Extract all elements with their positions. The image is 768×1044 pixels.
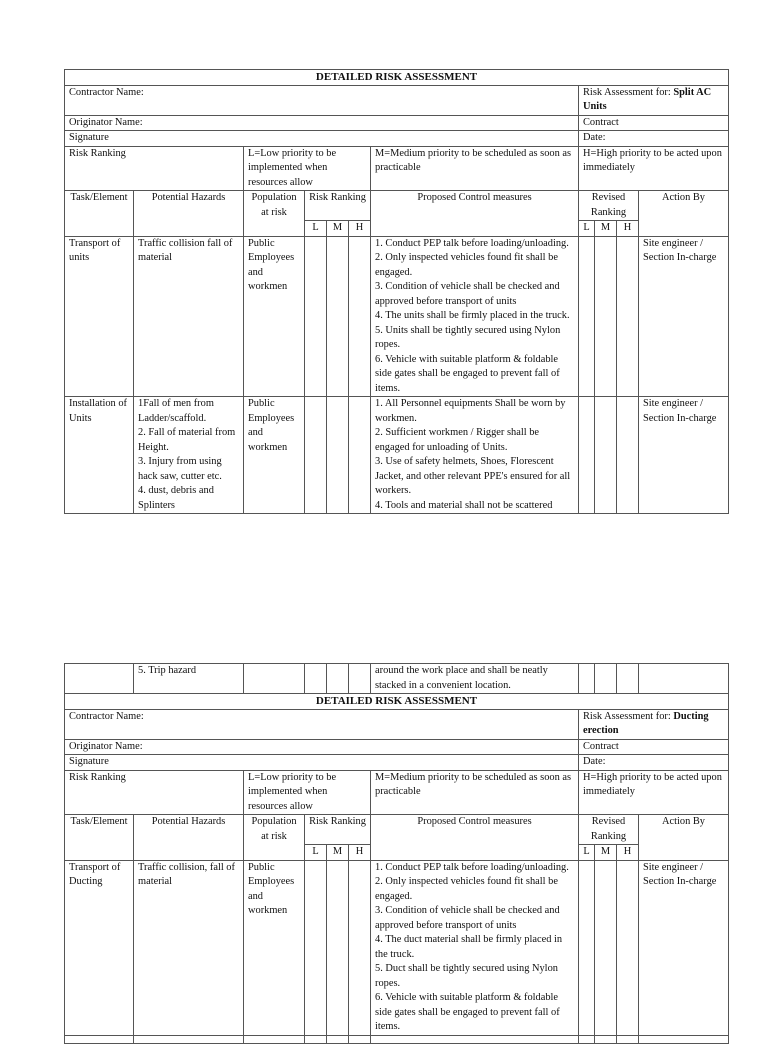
revised-h-cell (617, 236, 639, 397)
col-revised-ranking: Revised Ranking (579, 815, 639, 845)
task-cell (65, 664, 134, 694)
medium-priority-note: M=Medium priority to be scheduled as soon as practicable (371, 146, 579, 191)
revised-l-cell (579, 664, 595, 694)
col-revised-ranking: Revised Ranking (579, 191, 639, 221)
revised-l-cell (579, 397, 595, 514)
revised-m-cell (595, 664, 617, 694)
assessment-subject: Ducting erection (583, 710, 709, 736)
measures-cell (371, 860, 579, 1035)
hazard-item: Traffic collision fall of material (138, 237, 233, 263)
measure-item: 4. The duct material shall be firmly placed in the truck. (375, 934, 563, 960)
low-priority-note: L=Low priority to be implemented when resources allow (244, 770, 371, 815)
doc-title: DETAILED RISK ASSESSMENT (65, 70, 729, 86)
revised-l-cell (579, 860, 595, 1035)
low-priority-note: L=Low priority to be implemented when resources allow (244, 146, 371, 191)
revised-m-cell (595, 860, 617, 1035)
revised-l-cell (579, 236, 595, 397)
measures-cell (371, 397, 579, 514)
task-cell: Transport of Ducting (65, 860, 134, 1035)
measure-item: 2. Sufficient workmen / Rigger shall be engaged for unloading of Units. (375, 427, 540, 453)
risk-h-cell (349, 397, 371, 514)
col-revised-h: H (617, 221, 639, 237)
risk-table-split-ac (64, 69, 729, 514)
risk-m-cell (327, 1035, 349, 1043)
hazards-cell (134, 397, 244, 514)
revised-h-cell (617, 664, 639, 694)
revised-h-cell (617, 860, 639, 1035)
col-revised-m: M (595, 221, 617, 237)
hazard-item: 2. Fall of material from Height. (138, 427, 236, 453)
risk-table-ducting (64, 663, 729, 1044)
risk-h-cell (349, 860, 371, 1035)
table-row (65, 397, 729, 514)
risk-ranking-label: Risk Ranking (65, 146, 244, 191)
revised-l-cell (579, 1035, 595, 1043)
risk-l-cell (305, 860, 327, 1035)
col-action-by: Action By (639, 815, 729, 861)
measure-item: 5. Duct shall be tightly secured using Nylon ropes. (375, 963, 558, 989)
contractor-name-label: Contractor Name: (65, 709, 579, 739)
hazards-cell: 5. Trip hazard (134, 664, 244, 694)
revised-m-cell (595, 1035, 617, 1043)
risk-l-cell (305, 236, 327, 397)
table-row-cut-off (65, 1035, 729, 1043)
date-label: Date: (579, 131, 729, 147)
population-cell: Public Employees and workmen (244, 860, 305, 1035)
measure-item: 3. Use of safety helmets, Shoes, Florescent Jacket, and other relevant PPE's ensured for all workers. (375, 456, 571, 496)
col-population: Population at risk (244, 815, 305, 861)
high-priority-note: H=High priority to be acted upon immediately (579, 770, 729, 815)
measure-item: 1. All Personnel equipments Shall be worn by workmen. (375, 398, 566, 424)
contract-label: Contract (579, 115, 729, 131)
hazard-item: 3. Injury from using hack saw, cutter etc. (138, 456, 222, 482)
risk-assessment-page-1 (64, 69, 728, 514)
contract-label: Contract (579, 739, 729, 755)
signature-label: Signature (65, 755, 579, 771)
action-cell (639, 664, 729, 694)
measure-item: 1. Conduct PEP talk before loading/unloading. (375, 237, 569, 249)
table-row (65, 236, 729, 397)
action-cell (639, 1035, 729, 1043)
measure-item: 2. Only inspected vehicles found fit shall be engaged. (375, 252, 558, 278)
risk-m-cell (327, 664, 349, 694)
hazards-cell (134, 236, 244, 397)
contractor-name-label: Contractor Name: (65, 85, 579, 115)
col-risk-h: H (349, 221, 371, 237)
population-cell (244, 664, 305, 694)
task-cell: Installation of Units (65, 397, 134, 514)
revised-m-cell (595, 236, 617, 397)
risk-h-cell (349, 236, 371, 397)
col-risk-l: L (305, 221, 327, 237)
col-task: Task/Element (65, 815, 134, 861)
measure-item: 5. Units shall be tightly secured using Nylon ropes. (375, 324, 561, 350)
risk-assessment-for (579, 85, 729, 115)
col-risk-l: L (305, 845, 327, 861)
col-revised-l: L (579, 845, 595, 861)
signature-label: Signature (65, 131, 579, 147)
measure-item: 2. Only inspected vehicles found fit shall be engaged. (375, 876, 558, 902)
col-risk-m: M (327, 845, 349, 861)
risk-h-cell (349, 664, 371, 694)
hazard-item: Traffic collision, fall of material (138, 861, 235, 887)
risk-assessment-for (579, 709, 729, 739)
action-cell: Site engineer / Section In-charge (639, 397, 729, 514)
col-hazards: Potential Hazards (134, 191, 244, 237)
table-row (65, 860, 729, 1035)
col-risk-ranking: Risk Ranking (305, 815, 371, 845)
medium-priority-note: M=Medium priority to be scheduled as soon as practicable (371, 770, 579, 815)
col-task: Task/Element (65, 191, 134, 237)
date-label: Date: (579, 755, 729, 771)
measures-cell (371, 236, 579, 397)
revised-h-cell (617, 397, 639, 514)
col-measures: Proposed Control measures (371, 815, 579, 861)
measure-item: 6. Vehicle with suitable platform & foldable side gates shall be engaged to prevent fall of items. (375, 992, 560, 1032)
action-cell: Site engineer / Section In-charge (639, 236, 729, 397)
action-cell: Site engineer / Section In-charge (639, 860, 729, 1035)
measures-cell (371, 1035, 579, 1043)
measure-item: 6. Vehicle with suitable platform & foldable side gates shall be engaged to prevent fall of items. (375, 353, 560, 394)
revised-m-cell (595, 397, 617, 514)
risk-assessment-for-label: Risk Assessment for: (583, 86, 671, 98)
risk-m-cell (327, 860, 349, 1035)
col-action-by: Action By (639, 191, 729, 237)
measure-item: 4. Tools and material shall not be scattered (375, 499, 553, 511)
measure-item: 3. Condition of vehicle shall be checked and approved before transport of units (375, 905, 560, 931)
col-revised-l: L (579, 221, 595, 237)
col-risk-m: M (327, 221, 349, 237)
risk-h-cell (349, 1035, 371, 1043)
risk-assessment-page-2 (64, 663, 728, 1044)
risk-l-cell (305, 1035, 327, 1043)
col-risk-ranking: Risk Ranking (305, 191, 371, 221)
risk-l-cell (305, 397, 327, 514)
doc-title: DETAILED RISK ASSESSMENT (65, 694, 729, 710)
measure-item: 1. Conduct PEP talk before loading/unloading. (375, 861, 569, 873)
high-priority-note: H=High priority to be acted upon immediately (579, 146, 729, 191)
originator-name-label: Originator Name: (65, 115, 579, 131)
risk-ranking-label: Risk Ranking (65, 770, 244, 815)
col-revised-m: M (595, 845, 617, 861)
revised-h-cell (617, 1035, 639, 1043)
task-cell (65, 1035, 134, 1043)
risk-m-cell (327, 236, 349, 397)
risk-m-cell (327, 397, 349, 514)
col-measures: Proposed Control measures (371, 191, 579, 237)
measure-item: 4. The units shall be firmly placed in the truck. (375, 310, 570, 321)
risk-l-cell (305, 664, 327, 694)
hazards-cell (134, 1035, 244, 1043)
originator-name-label: Originator Name: (65, 739, 579, 755)
population-cell: Public Employees and workmen (244, 236, 305, 397)
col-population: Population at risk (244, 191, 305, 237)
hazard-item: 4. dust, debris and Splinters (138, 485, 214, 511)
measure-item: 3. Condition of vehicle shall be checked and approved before transport of units (375, 281, 560, 307)
population-cell (244, 1035, 305, 1043)
measures-cell: around the work place and shall be neatly stacked in a convenient location. (371, 664, 579, 694)
col-risk-h: H (349, 845, 371, 861)
hazard-item: 1Fall of men from Ladder/scaffold. (138, 398, 214, 424)
task-cell: Transport of units (65, 236, 134, 397)
population-cell: Public Employees and workmen (244, 397, 305, 514)
col-hazards: Potential Hazards (134, 815, 244, 861)
col-revised-h: H (617, 845, 639, 861)
continuation-row (65, 664, 729, 694)
assessment-subject: Split AC Units (583, 86, 712, 112)
risk-assessment-for-label: Risk Assessment for: (583, 710, 671, 722)
hazards-cell (134, 860, 244, 1035)
